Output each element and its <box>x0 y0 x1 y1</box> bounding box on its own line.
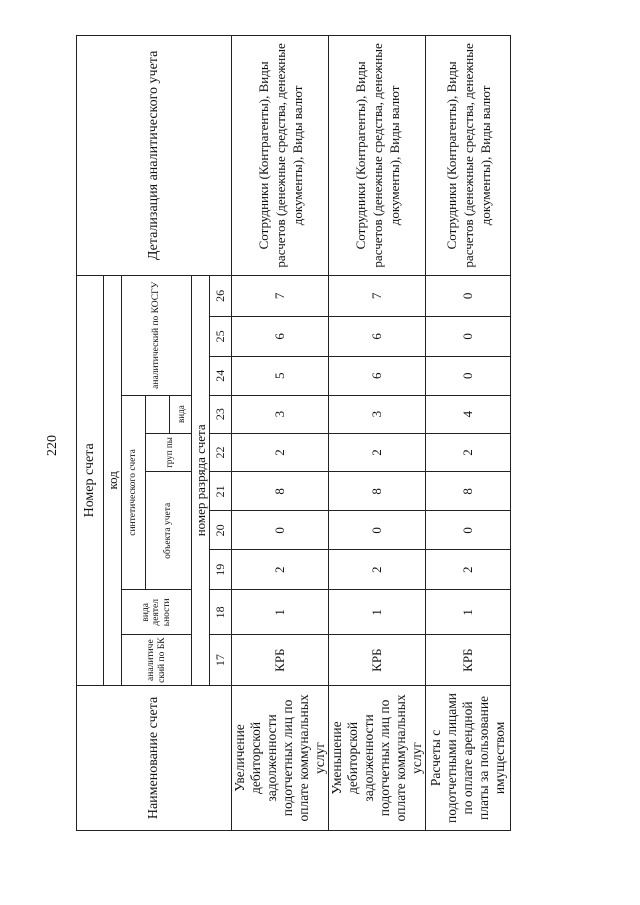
value-cell: 8 <box>426 472 511 511</box>
accounts-table <box>76 35 511 831</box>
value-cell: 3 <box>232 395 329 433</box>
page-number: 220 <box>45 435 60 456</box>
header-analytic-kosgu: аналитический по КОСГУ <box>122 275 192 395</box>
digit-cell: 23 <box>210 395 232 433</box>
digit-cell: 19 <box>210 550 232 590</box>
value-cell: 8 <box>232 472 329 511</box>
value-cell: 4 <box>426 395 511 433</box>
value-cell: 1 <box>329 590 426 635</box>
table-row <box>232 36 329 831</box>
value-cell: 3 <box>329 395 426 433</box>
digit-cell: 20 <box>210 511 232 550</box>
value-cell: 2 <box>329 433 426 472</box>
value-cell: 7 <box>329 275 426 316</box>
value-cell: 0 <box>232 511 329 550</box>
value-cell: 0 <box>329 511 426 550</box>
value-cell: КРБ <box>232 635 329 685</box>
digit-cell: 26 <box>210 275 232 316</box>
value-cell: 0 <box>426 511 511 550</box>
digit-cell: 18 <box>210 590 232 635</box>
value-cell: 2 <box>426 433 511 472</box>
header-group: груп пы <box>146 433 192 472</box>
account-name-cell: Расчеты с подотчетными лицами по оплате арендной платы за пользование имуществом <box>426 685 511 830</box>
header-kind-top <box>146 395 170 433</box>
value-cell: 2 <box>232 550 329 590</box>
header-kind: вида <box>170 395 192 433</box>
value-cell: 7 <box>232 275 329 316</box>
value-cell: 2 <box>232 433 329 472</box>
table-row <box>426 36 511 831</box>
document-body <box>76 35 507 831</box>
detail-cell: Сотрудники (Контрагенты), Виды расчетов (денежные средства, денежные документы), Виды валют <box>232 36 329 276</box>
value-cell: 1 <box>232 590 329 635</box>
detail-cell: Сотрудники (Контрагенты), Виды расчетов (денежные средства, денежные документы), Виды валют <box>329 36 426 276</box>
header-code: код <box>104 275 122 685</box>
header-analytic-bk: аналитиче ский по БК <box>122 635 192 685</box>
account-name-cell: Уменьшение дебиторской задолженности подотчетных лиц по оплате коммунальных услуг <box>329 685 426 830</box>
header-object: объекта учета <box>146 472 192 590</box>
table-row <box>329 36 426 831</box>
detail-cell: Сотрудники (Контрагенты), Виды расчетов (денежные средства, денежные документы), Виды валют <box>426 36 511 276</box>
header-activity-type: вида деятел ьности <box>122 590 192 635</box>
account-name-cell: Увеличение дебиторской задолженности подотчетных лиц по оплате коммунальных услуг <box>232 685 329 830</box>
digit-cell: 25 <box>210 316 232 356</box>
header-digit-number: номер разряда счета <box>192 275 210 685</box>
value-cell: 1 <box>426 590 511 635</box>
value-cell: 8 <box>329 472 426 511</box>
header-row-1 <box>77 36 104 831</box>
value-cell: 6 <box>329 316 426 356</box>
digit-cell: 21 <box>210 472 232 511</box>
value-cell: 0 <box>426 275 511 316</box>
header-synthetic: синтетического счета <box>122 395 146 590</box>
value-cell: 6 <box>232 316 329 356</box>
value-cell: 0 <box>426 316 511 356</box>
value-cell: 2 <box>329 550 426 590</box>
value-cell: КРБ <box>426 635 511 685</box>
header-account-name: Наименование счета <box>77 685 232 830</box>
value-cell: 2 <box>426 550 511 590</box>
digit-cell: 24 <box>210 356 232 395</box>
value-cell: 6 <box>329 356 426 395</box>
digit-cell: 17 <box>210 635 232 685</box>
value-cell: КРБ <box>329 635 426 685</box>
digit-cell: 22 <box>210 433 232 472</box>
rotated-table-container <box>76 35 507 831</box>
value-cell: 0 <box>426 356 511 395</box>
header-account-number: Номер счета <box>77 275 104 685</box>
value-cell: 5 <box>232 356 329 395</box>
header-analytic-detail: Детализация аналитического учета <box>77 36 232 276</box>
